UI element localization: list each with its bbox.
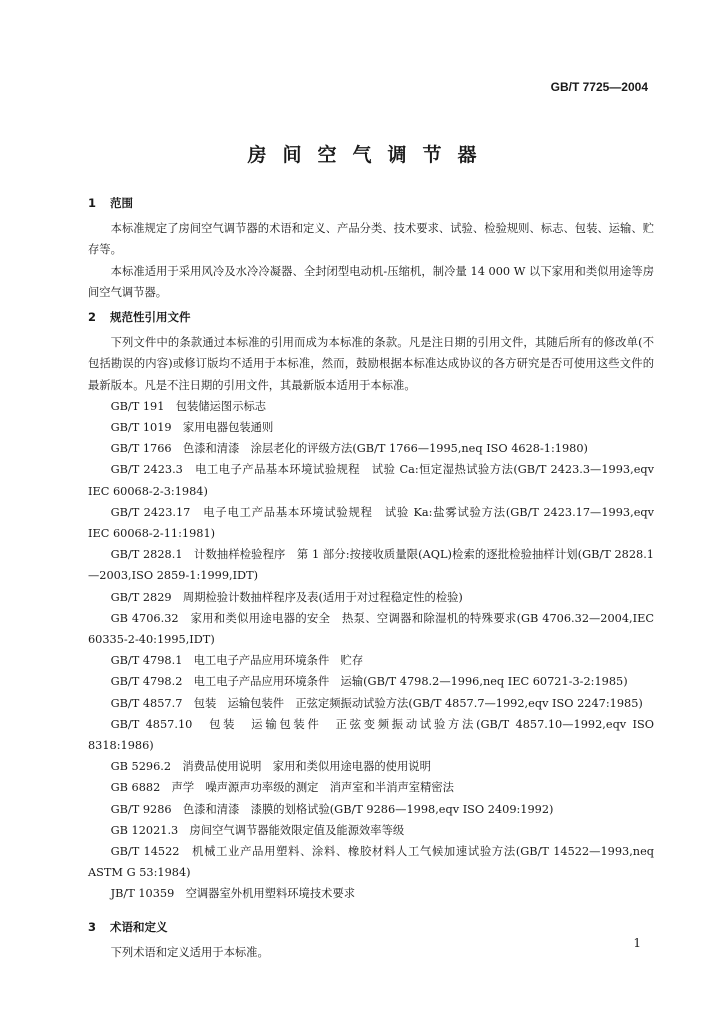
reference-item: GB/T 2828.1 计数抽样检验程序 第 1 部分:按接收质量限(AQL)检索的逐批检验抽样计划(GB/T 2828.1—2003,ISO 2859-1:1999,IDT): [88, 548, 654, 583]
standard-code: GB/T 7725—2004: [550, 80, 648, 94]
section-heading-terms-definitions: [88, 917, 654, 938]
section-number: 3: [88, 919, 97, 934]
section-number: 2: [88, 310, 97, 324]
reference-item: GB/T 191 包装储运图示标志: [110, 399, 267, 413]
reference-item: GB 4706.32 家用和类似用途电器的安全 热泵、空调器和除湿机的特殊要求(GB 4706.32—2004,IEC 60335-2-40:1995,IDT): [88, 611, 654, 647]
terms-paragraph: 下列术语和定义适用于本标准。: [110, 945, 269, 959]
reference-item: GB/T 2423.17 电子电工产品基本环境试验规程 试验 Ka:盐雾试验方法(GB/T 2423.17—1993,eqv IEC 60068-2-11:1981): [88, 505, 654, 541]
section-heading-normative-references: [88, 307, 654, 328]
references-intro: 下列文件中的条款通过本标准的引用而成为本标准的条款。凡是注日期的引用文件，其随后所有的修改单(不包括勘误的内容)或修订版均不适用于本标准，然而，鼓励根据本标准达成协议的各方研究是否可使用这些文件的最新版本。凡是不注日期的引用文件，其最新版本适用于本标准。: [88, 336, 654, 392]
document-title: 房间空气调节器: [247, 144, 493, 166]
reference-item: GB/T 4857.10 包装 运输包装件 正弦变频振动试验方法(GB/T 4857.10—1992,eqv ISO 8318:1986): [88, 717, 654, 753]
page-number: 1: [633, 936, 641, 950]
reference-item: GB 5296.2 消费品使用说明 家用和类似用途电器的使用说明: [110, 760, 431, 774]
reference-item: GB/T 4857.7 包装 运输包装件 正弦定频振动试验方法(GB/T 4857.7—1992,eqv ISO 2247:1985): [110, 696, 643, 710]
section-title: 术语和定义: [110, 919, 168, 934]
section-title: 范围: [110, 196, 133, 210]
document-body: [88, 193, 654, 963]
reference-item: GB 12021.3 房间空气调节器能效限定值及能源效率等级: [110, 823, 405, 837]
reference-item: GB/T 1019 家用电器包装通则: [110, 421, 274, 434]
reference-list: [88, 396, 654, 905]
reference-item: GB/T 4798.1 电工电子产品应用环境条件 贮存: [110, 654, 364, 668]
scope-paragraph: 本标准规定了房间空气调节器的术语和定义、产品分类、技术要求、试验、检验规则、标志、包装、运输、贮存等。: [88, 222, 654, 257]
reference-item: JB/T 10359 空调器室外机用塑料环境技术要求: [110, 887, 356, 901]
section-heading-scope: [88, 193, 654, 214]
reference-item: GB/T 9286 色漆和清漆 漆膜的划格试验(GB/T 9286—1998,eqv ISO 2409:1992): [110, 802, 554, 816]
scope-paragraph: 本标准适用于采用风冷及水冷冷凝器、全封闭型电动机-压缩机，制冷量 14 000 W 以下家用和类似用途等房间空气调节器。: [88, 264, 654, 299]
reference-item: GB/T 2829 周期检验计数抽样程序及表(适用于对过程稳定性的检验): [110, 590, 463, 604]
reference-item: GB/T 4798.2 电工电子产品应用环境条件 运输(GB/T 4798.2—1996,neq IEC 60721-3-2:1985): [110, 675, 628, 689]
reference-item: GB 6882 声学 噪声源声功率级的测定 消声室和半消声室精密法: [110, 781, 454, 795]
reference-item: GB/T 2423.3 电工电子产品基本环境试验规程 试验 Ca:恒定湿热试验方法(GB/T 2423.3—1993,eqv IEC 60068-2-3:1984): [88, 463, 654, 498]
reference-item: GB/T 14522 机械工业产品用塑料、涂料、橡胶材料人工气候加速试验方法(GB/T 14522—1993,neq ASTM G 53:1984): [88, 845, 654, 880]
reference-item: GB/T 1766 色漆和清漆 涂层老化的评级方法(GB/T 1766—1995,neq ISO 4628-1:1980): [110, 442, 588, 456]
section-number: 1: [88, 196, 97, 210]
section-title: 规范性引用文件: [110, 310, 191, 324]
